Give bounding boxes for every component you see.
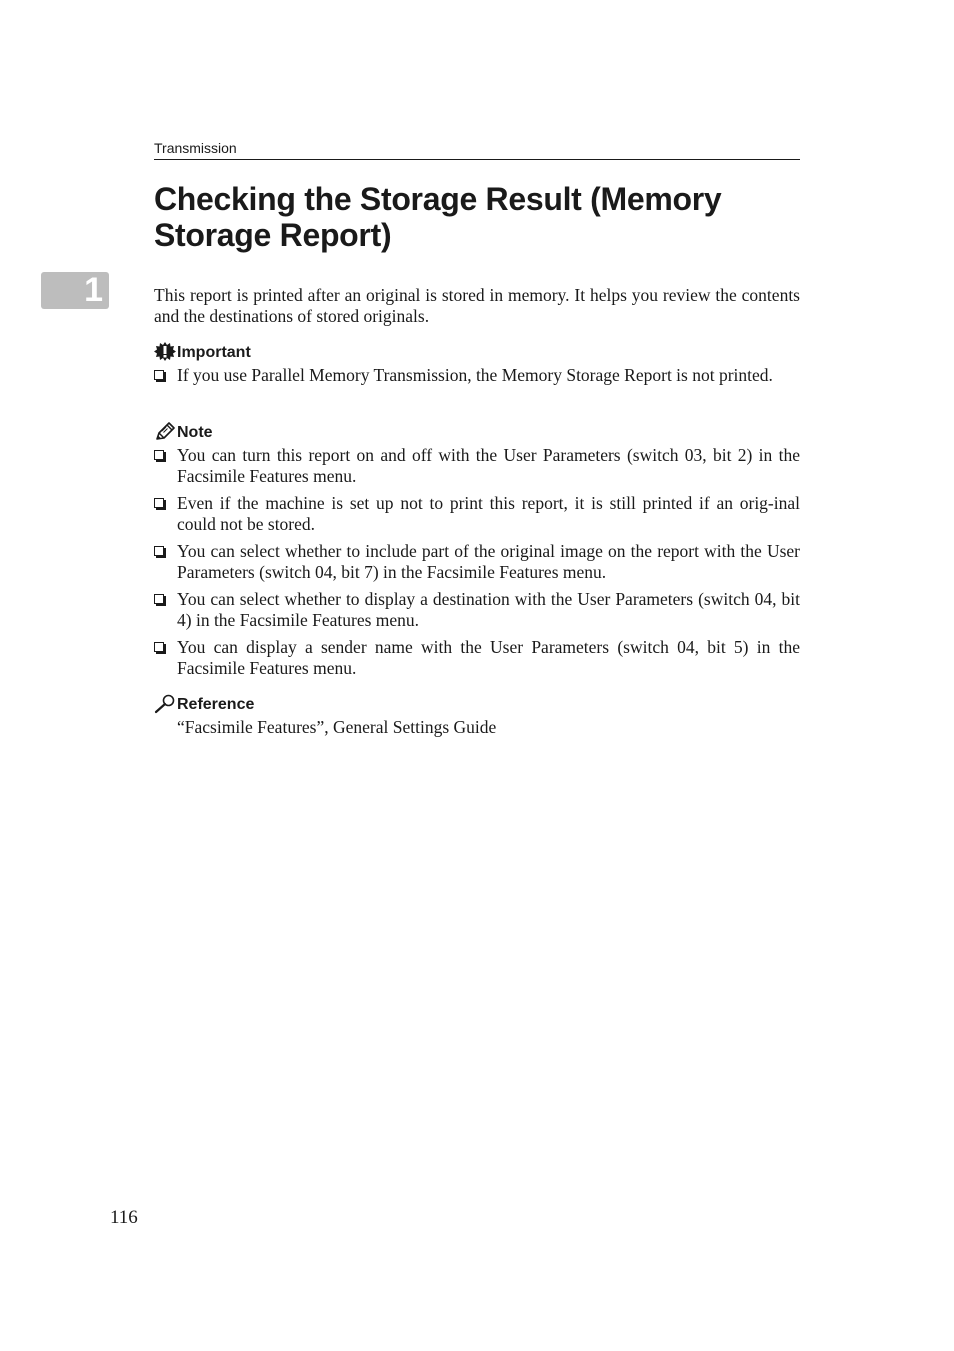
box-bullet-icon: [154, 546, 164, 556]
list-item: Even if the machine is set up not to print this report, it is still printed if an orig-inal could not be stored.: [154, 493, 800, 535]
important-heading: [154, 340, 800, 362]
pencil-icon: [154, 422, 176, 442]
box-bullet-icon: [154, 370, 164, 380]
important-list: [154, 365, 800, 386]
magnifier-icon: [154, 694, 176, 714]
box-bullet-icon: [154, 642, 164, 652]
note-list: [154, 445, 800, 679]
box-bullet-icon: [154, 594, 164, 604]
box-bullet-icon: [154, 450, 164, 460]
note-heading: [154, 420, 800, 442]
page-title: Checking the Storage Result (Memory Storage Report): [154, 181, 722, 253]
important-section: [154, 340, 800, 386]
list-item: You can select whether to include part of the original image on the report with the User Parameters (switch 04, bit 7) in the Facsimile Features menu.: [154, 541, 800, 583]
chapter-number: 1: [84, 271, 103, 309]
reference-heading: [154, 692, 800, 714]
important-label: Important: [177, 344, 251, 361]
important-icon: [154, 342, 176, 362]
list-item: You can display a sender name with the User Parameters (switch 04, bit 5) in the Facsimile Features menu.: [154, 637, 800, 679]
header-section: Transmission: [154, 140, 237, 156]
reference-text: “Facsimile Features”, General Settings Guide: [177, 717, 497, 737]
box-bullet-icon: [154, 498, 164, 508]
reference-label: Reference: [177, 696, 255, 713]
list-item: If you use Parallel Memory Transmission, the Memory Storage Report is not printed.: [154, 365, 800, 386]
note-label: Note: [177, 424, 213, 441]
chapter-tab: [41, 272, 109, 309]
list-item: You can select whether to display a destination with the User Parameters (switch 04, bit 4) in the Facsimile Features menu.: [154, 589, 800, 631]
intro-paragraph: This report is printed after an original is stored in memory. It helps you review the contents and the destinations of stored originals.: [154, 285, 800, 326]
list-item: You can turn this report on and off with the User Parameters (switch 03, bit 2) in the Facsimile Features menu.: [154, 445, 800, 487]
note-section: [154, 420, 800, 679]
reference-section: [154, 692, 800, 738]
page-number: 116: [110, 1207, 138, 1228]
running-header: [154, 139, 800, 160]
